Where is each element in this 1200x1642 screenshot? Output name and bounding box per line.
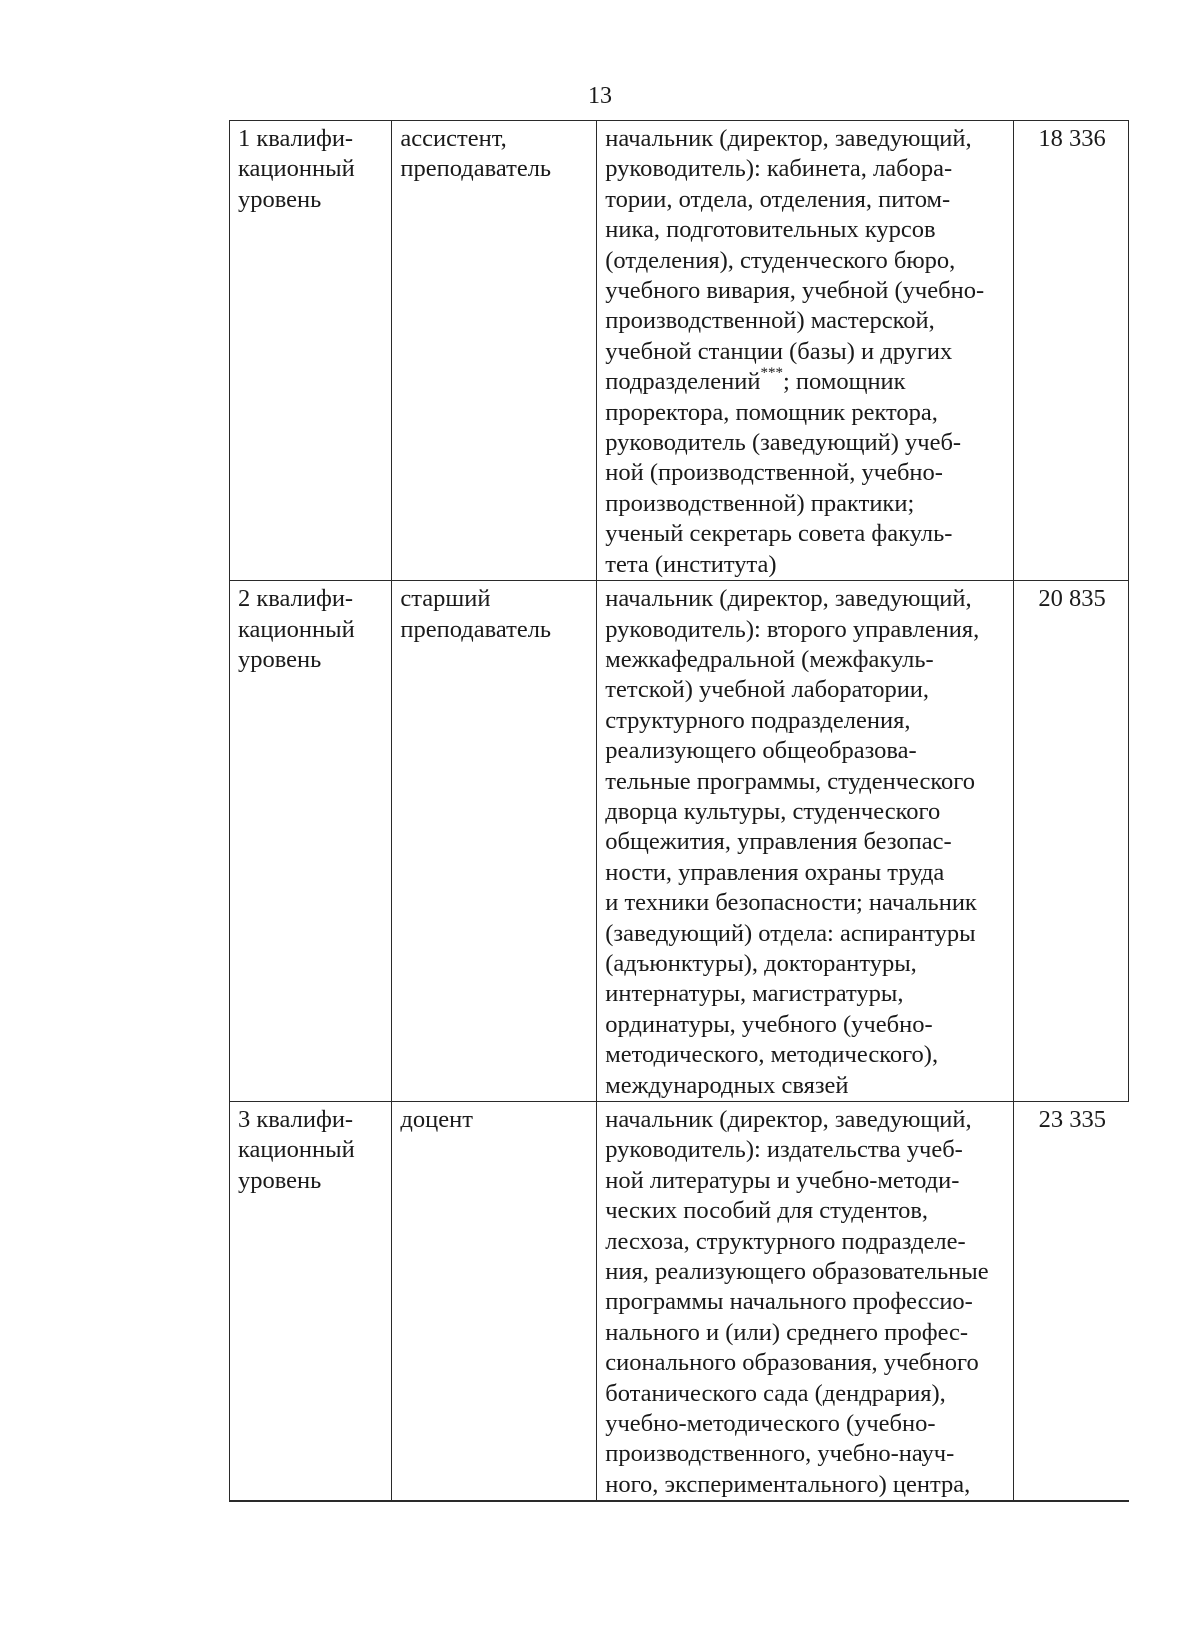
description-line: учебного вивария, учебной (учебно- [605,277,985,305]
salary-cell: 20 835 [1014,581,1129,1102]
description-line: начальник (директор, заведующий, [605,585,972,613]
description-line-with-footnote [605,367,1007,397]
description-line: учебно-методического (учебно- [605,1410,936,1438]
description-line: (заведующий) отдела: аспирантуры [605,919,976,947]
description-line: проректора, помощник ректора, [605,398,938,426]
description-line-text: подразделений [605,368,761,396]
description-line: дворца культуры, студенческого [605,797,941,825]
description-line: общежития, управления безопас- [605,828,952,856]
description-line: руководитель): кабинета, лабора- [605,155,953,183]
description-line: ника, подготовительных курсов [605,216,936,244]
description-line: реализующего общеобразова- [605,737,917,765]
description-line: структурного подразделения, [605,706,911,734]
description-cell [597,581,1014,1102]
description-line: учебной станции (базы) и других [605,337,953,365]
position-cell: ассистент, преподаватель [392,121,597,581]
table-row [230,1102,1129,1502]
description-line: методического, методического), [605,1041,939,1069]
description-line: ной литературы и учебно-методи- [605,1166,960,1194]
description-line: производственной) мастерской, [605,307,935,335]
description-line: ного, экспериментального) центра, [605,1470,971,1498]
qualification-level-cell: 1 квалифи- кационный уровень [230,121,392,581]
description-line: производственного, учебно-науч- [605,1440,955,1468]
qualification-table [229,120,1129,1502]
description-line: межкафедральной (межфакуль- [605,645,934,673]
description-line: ординатуры, учебного (учебно- [605,1010,933,1038]
description-line: руководитель): второго управления, [605,615,980,643]
description-line: ботанического сада (дендрария), [605,1379,946,1407]
description-cell [597,121,1014,581]
table-row [230,581,1129,1102]
description-line: программы начального профессио- [605,1288,973,1316]
description-line: тории, отдела, отделения, питом- [605,185,951,213]
description-line: ния, реализующего образовательные [605,1258,989,1286]
description-line: тетской) учебной лаборатории, [605,676,930,704]
description-line: (отделения), студенческого бюро, [605,246,956,274]
salary-cell: 18 336 [1014,121,1129,581]
description-line: руководитель): издательства учеб- [605,1136,963,1164]
description-line-tail: ; помощник [783,368,906,396]
position-cell: доцент [392,1102,597,1502]
footnote-marker: *** [760,365,783,382]
description-line: (адъюнктуры), докторантуры, [605,949,917,977]
description-line: и техники безопасности; начальник [605,889,977,917]
position-cell: старший преподаватель [392,581,597,1102]
table-row [230,121,1129,581]
description-line: ческих пособий для студентов, [605,1197,929,1225]
description-cell [597,1102,1014,1502]
description-line: начальник (директор, заведующий, [605,125,972,152]
page-number: 13 [588,83,612,109]
description-line: сионального образования, учебного [605,1349,979,1377]
description-line: руководитель (заведующий) учеб- [605,429,962,457]
qualification-level-cell: 2 квалифи- кационный уровень [230,581,392,1102]
description-line: производственной) практики; [605,489,915,517]
description-line: тета (института) [605,550,777,578]
description-line: тельные программы, студенческого [605,767,975,795]
description-line: международных связей [605,1071,849,1099]
description-line: ности, управления охраны труда [605,858,945,886]
description-line: начальник (директор, заведующий, [605,1106,972,1133]
salary-cell: 23 335 [1014,1102,1129,1502]
description-line: лесхоза, структурного подразделе- [605,1227,966,1255]
description-line: ной (производственной, учебно- [605,459,943,487]
qualification-level-cell: 3 квалифи- кационный уровень [230,1102,392,1502]
description-line: интернатуры, магистратуры, [605,980,904,1008]
description-line: нального и (или) среднего профес- [605,1318,969,1346]
description-line: ученый секретарь совета факуль- [605,520,953,548]
